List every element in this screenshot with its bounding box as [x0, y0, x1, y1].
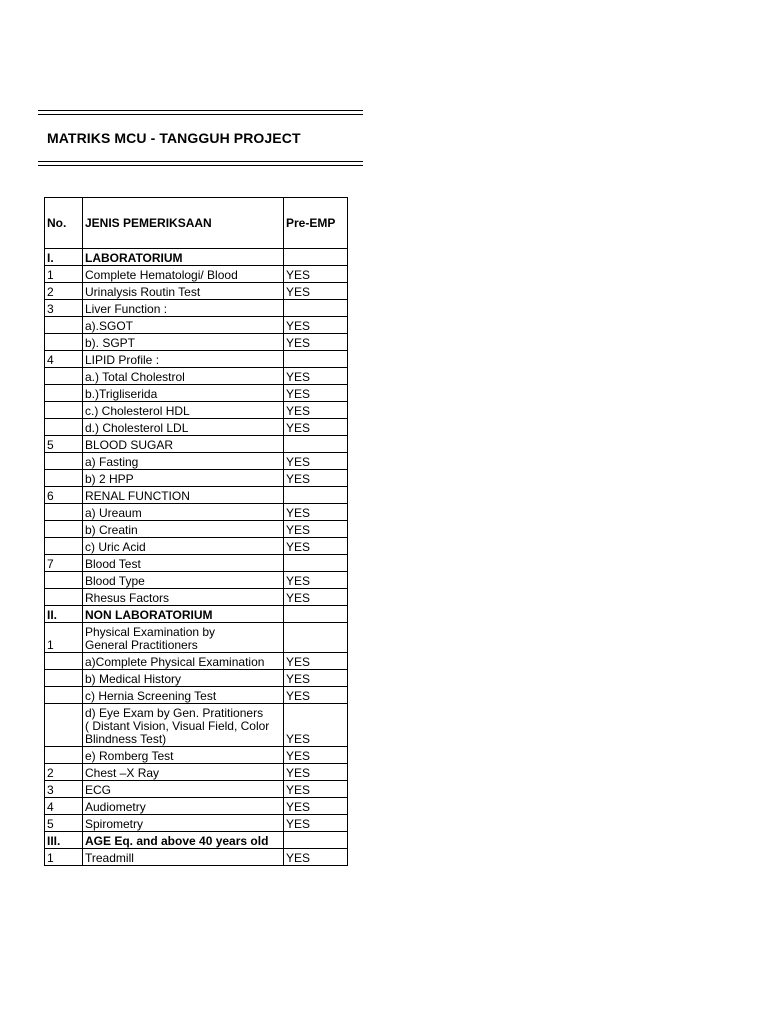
cell-item: Liver Function :	[83, 300, 284, 317]
title-rule	[38, 165, 363, 166]
cell-pre-emp	[284, 487, 348, 504]
document-title: MATRIKS MCU - TANGGUH PROJECT	[47, 130, 301, 146]
cell-item: RENAL FUNCTION	[83, 487, 284, 504]
title-rule	[38, 161, 363, 162]
cell-item: Urinalysis Routin Test	[83, 283, 284, 300]
cell-no	[45, 747, 83, 764]
cell-pre-emp: YES	[284, 538, 348, 555]
cell-pre-emp: YES	[284, 504, 348, 521]
cell-pre-emp	[284, 623, 348, 653]
table-row	[45, 764, 348, 781]
cell-pre-emp	[284, 300, 348, 317]
cell-item: Rhesus Factors	[83, 589, 284, 606]
table-row	[45, 351, 348, 368]
header-pre-emp: Pre-EMP	[284, 198, 348, 249]
table-row	[45, 300, 348, 317]
table-row	[45, 334, 348, 351]
cell-no: 4	[45, 798, 83, 815]
cell-item: b). SGPT	[83, 334, 284, 351]
cell-pre-emp: YES	[284, 849, 348, 866]
table-row	[45, 453, 348, 470]
table-row	[45, 849, 348, 866]
cell-pre-emp: YES	[284, 283, 348, 300]
cell-item: Physical Examination by General Practitioners	[83, 623, 284, 653]
cell-pre-emp	[284, 351, 348, 368]
cell-no	[45, 538, 83, 555]
cell-pre-emp: YES	[284, 419, 348, 436]
cell-no: 7	[45, 555, 83, 572]
cell-no: 1	[45, 623, 83, 653]
section-row	[45, 606, 348, 623]
cell-no	[45, 687, 83, 704]
cell-no: 3	[45, 781, 83, 798]
cell-pre-emp: YES	[284, 317, 348, 334]
table-row	[45, 504, 348, 521]
cell-no	[45, 589, 83, 606]
cell-pre-emp: YES	[284, 747, 348, 764]
table-row	[45, 538, 348, 555]
cell-item: a).SGOT	[83, 317, 284, 334]
top-rule	[38, 114, 363, 115]
cell-pre-emp: YES	[284, 670, 348, 687]
top-rule	[38, 110, 363, 111]
table-row	[45, 589, 348, 606]
cell-no: I.	[45, 249, 83, 266]
cell-item: BLOOD SUGAR	[83, 436, 284, 453]
cell-pre-emp: YES	[284, 453, 348, 470]
cell-pre-emp: YES	[284, 402, 348, 419]
table-row	[45, 815, 348, 832]
header-no: No.	[45, 198, 83, 249]
table-header-row	[45, 198, 348, 249]
cell-pre-emp: YES	[284, 687, 348, 704]
cell-no	[45, 504, 83, 521]
mcu-matrix-table	[44, 197, 348, 866]
cell-item: c) Uric Acid	[83, 538, 284, 555]
cell-no: 4	[45, 351, 83, 368]
cell-item: d.) Cholesterol LDL	[83, 419, 284, 436]
table-row	[45, 555, 348, 572]
table-row	[45, 317, 348, 334]
table-row	[45, 653, 348, 670]
cell-no: 2	[45, 764, 83, 781]
cell-item: LIPID Profile :	[83, 351, 284, 368]
table-row	[45, 781, 348, 798]
cell-no	[45, 470, 83, 487]
cell-no	[45, 419, 83, 436]
table-row	[45, 283, 348, 300]
cell-no	[45, 521, 83, 538]
cell-item: Blood Type	[83, 572, 284, 589]
cell-no	[45, 334, 83, 351]
cell-no	[45, 453, 83, 470]
cell-item: NON LABORATORIUM	[83, 606, 284, 623]
table-row	[45, 402, 348, 419]
cell-pre-emp	[284, 606, 348, 623]
table-row	[45, 670, 348, 687]
cell-item: b.)Trigliserida	[83, 385, 284, 402]
cell-item: b) 2 HPP	[83, 470, 284, 487]
table-row	[45, 385, 348, 402]
cell-pre-emp: YES	[284, 798, 348, 815]
cell-pre-emp	[284, 436, 348, 453]
cell-no: 2	[45, 283, 83, 300]
cell-no: 6	[45, 487, 83, 504]
table-row	[45, 487, 348, 504]
table-row	[45, 572, 348, 589]
cell-item: Chest –X Ray	[83, 764, 284, 781]
section-row	[45, 249, 348, 266]
table-row	[45, 470, 348, 487]
cell-pre-emp: YES	[284, 368, 348, 385]
cell-item: Complete Hematologi/ Blood	[83, 266, 284, 283]
cell-no: 1	[45, 849, 83, 866]
table-row	[45, 419, 348, 436]
cell-item: a) Fasting	[83, 453, 284, 470]
cell-no: II.	[45, 606, 83, 623]
cell-pre-emp	[284, 249, 348, 266]
cell-pre-emp: YES	[284, 704, 348, 747]
table-row	[45, 687, 348, 704]
table-row	[45, 368, 348, 385]
cell-no: 1	[45, 266, 83, 283]
cell-item: Audiometry	[83, 798, 284, 815]
cell-no	[45, 317, 83, 334]
cell-item: c) Hernia Screening Test	[83, 687, 284, 704]
cell-pre-emp: YES	[284, 470, 348, 487]
cell-no: 3	[45, 300, 83, 317]
cell-pre-emp: YES	[284, 266, 348, 283]
cell-item: AGE Eq. and above 40 years old	[83, 832, 284, 849]
header-jenis-pemeriksaan: JENIS PEMERIKSAAN	[83, 198, 284, 249]
table-row	[45, 436, 348, 453]
section-row	[45, 832, 348, 849]
cell-pre-emp: YES	[284, 815, 348, 832]
cell-pre-emp: YES	[284, 334, 348, 351]
cell-no: 5	[45, 815, 83, 832]
cell-no	[45, 402, 83, 419]
cell-no	[45, 572, 83, 589]
cell-pre-emp	[284, 832, 348, 849]
table-row	[45, 521, 348, 538]
cell-no: 5	[45, 436, 83, 453]
cell-no	[45, 653, 83, 670]
table-body	[45, 198, 348, 866]
cell-pre-emp	[284, 555, 348, 572]
cell-no	[45, 704, 83, 747]
cell-item: d) Eye Exam by Gen. Pratitioners ( Distant Vision, Visual Field, Color Blindness Test)	[83, 704, 284, 747]
cell-no	[45, 385, 83, 402]
cell-item: b) Creatin	[83, 521, 284, 538]
cell-item: Treadmill	[83, 849, 284, 866]
cell-pre-emp: YES	[284, 385, 348, 402]
cell-item: LABORATORIUM	[83, 249, 284, 266]
cell-pre-emp: YES	[284, 781, 348, 798]
cell-pre-emp: YES	[284, 521, 348, 538]
cell-pre-emp: YES	[284, 589, 348, 606]
cell-no: III.	[45, 832, 83, 849]
table-row	[45, 266, 348, 283]
cell-pre-emp: YES	[284, 764, 348, 781]
cell-no	[45, 670, 83, 687]
cell-item: b) Medical History	[83, 670, 284, 687]
cell-item: a.) Total Cholestrol	[83, 368, 284, 385]
table-row	[45, 798, 348, 815]
cell-item: a) Ureaum	[83, 504, 284, 521]
cell-item: Blood Test	[83, 555, 284, 572]
cell-item: ECG	[83, 781, 284, 798]
cell-no	[45, 368, 83, 385]
cell-pre-emp: YES	[284, 572, 348, 589]
cell-item: e) Romberg Test	[83, 747, 284, 764]
cell-item: Spirometry	[83, 815, 284, 832]
cell-item: a)Complete Physical Examination	[83, 653, 284, 670]
table-row	[45, 747, 348, 764]
table-row	[45, 704, 348, 747]
cell-pre-emp: YES	[284, 653, 348, 670]
table-row	[45, 623, 348, 653]
cell-item: c.) Cholesterol HDL	[83, 402, 284, 419]
